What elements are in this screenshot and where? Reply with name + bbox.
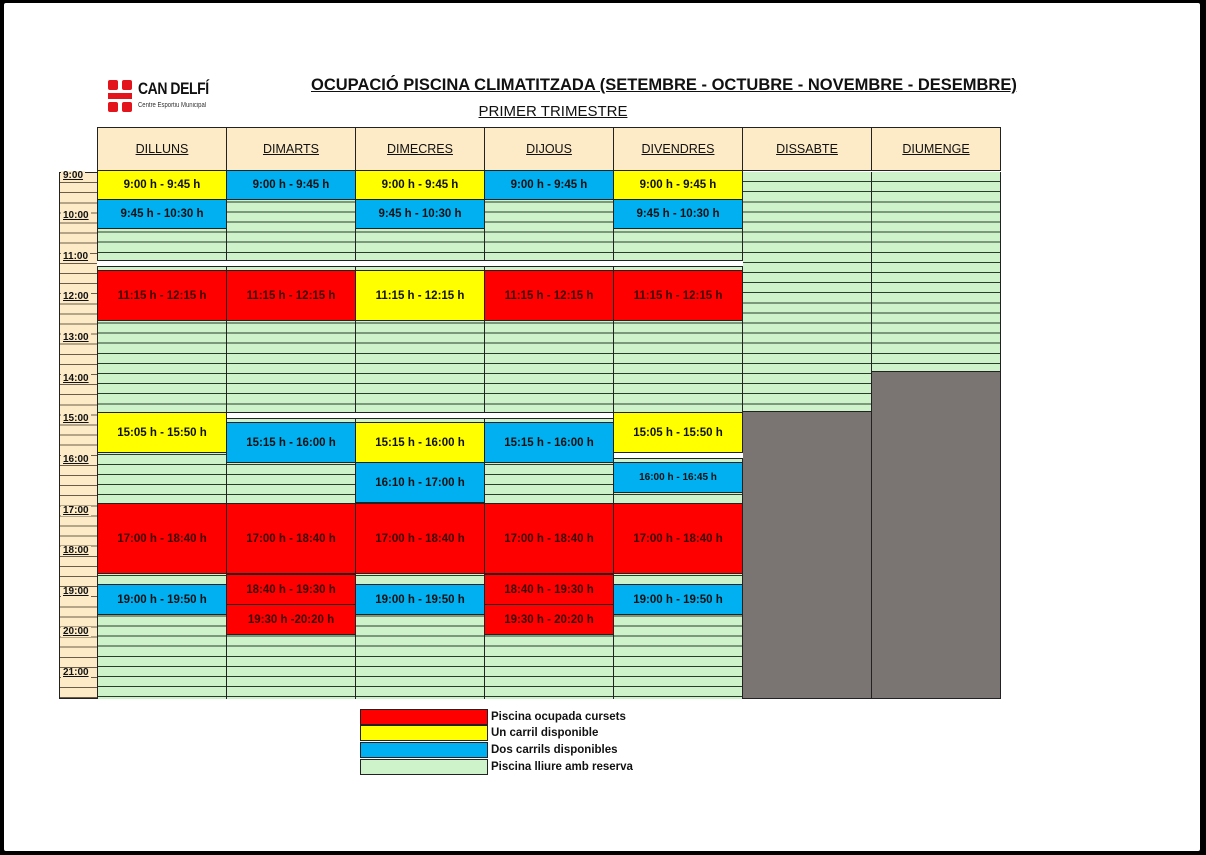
time-label: 13:00 <box>63 332 89 343</box>
slot-block: 19:00 h - 19:50 h <box>613 584 743 615</box>
day-header-dilluns: DILLUNS <box>97 127 227 171</box>
slot-block: 15:15 h - 16:00 h <box>355 422 485 463</box>
slot-block: 16:10 h - 17:00 h <box>355 462 485 503</box>
slot-block: 15:15 h - 16:00 h <box>226 422 356 463</box>
day-header-dimarts: DIMARTS <box>226 127 356 171</box>
legend-label: Piscina lliure amb reserva <box>491 761 633 773</box>
gap-row <box>355 412 485 419</box>
day-header-dijous: DIJOUS <box>484 127 614 171</box>
time-label: 16:00 <box>63 454 89 465</box>
slot-block: 19:00 h - 19:50 h <box>355 584 485 615</box>
time-label: 18:00 <box>63 545 89 556</box>
slot-block: 19:30 h -20:20 h <box>226 604 356 635</box>
time-label: 9:00 <box>63 170 84 181</box>
slot-block: 17:00 h - 18:40 h <box>484 503 614 574</box>
page-title: OCUPACIÓ PISCINA CLIMATITZADA (SETEMBRE - OCTUBRE - NOVEMBRE - DESEMBRE) <box>311 76 1017 94</box>
slot-block: 9:45 h - 10:30 h <box>355 199 485 229</box>
gap-row <box>613 452 743 459</box>
time-label: 17:00 <box>63 505 89 516</box>
slot-block: 19:00 h - 19:50 h <box>97 584 227 615</box>
time-label: 14:00 <box>63 373 89 384</box>
slot-block: 15:15 h - 16:00 h <box>484 422 614 463</box>
time-label: 11:00 <box>63 251 89 262</box>
day-column-dissabte <box>742 172 872 412</box>
logo-subtitle: Centre Esportiu Municipal <box>138 102 207 109</box>
slot-block: 11:15 h - 12:15 h <box>226 270 356 321</box>
legend-swatch-blue <box>360 742 488 758</box>
legend-swatch-yellow <box>360 725 488 741</box>
slot-block: 17:00 h - 18:40 h <box>613 503 743 574</box>
slot-block: 18:40 h - 19:30 h <box>484 574 614 605</box>
legend-label: Dos carrils disponibles <box>491 744 618 756</box>
slot-block: 9:00 h - 9:45 h <box>97 170 227 200</box>
schedule-sheet <box>4 3 1200 851</box>
closed-area <box>871 371 1001 699</box>
red-cross-logo-icon <box>106 78 134 114</box>
slot-block: 15:05 h - 15:50 h <box>97 412 227 453</box>
gap-row <box>484 412 614 419</box>
day-header-divendres: DIVENDRES <box>613 127 743 171</box>
legend-swatch-green <box>360 759 488 775</box>
time-label: 20:00 <box>63 626 89 637</box>
slot-block: 15:05 h - 15:50 h <box>613 412 743 453</box>
closed-area <box>742 411 872 699</box>
can-delfi-logo <box>106 76 209 118</box>
time-label: 15:00 <box>63 413 89 424</box>
slot-block: 9:45 h - 10:30 h <box>613 199 743 229</box>
gap-row <box>226 412 356 419</box>
slot-block: 9:00 h - 9:45 h <box>355 170 485 200</box>
page-subtitle: PRIMER TRIMESTRE <box>478 103 628 120</box>
day-header-dissabte: DISSABTE <box>742 127 872 171</box>
slot-block: 19:30 h - 20:20 h <box>484 604 614 635</box>
legend-label: Piscina ocupada cursets <box>491 711 626 723</box>
time-label: 10:00 <box>63 210 89 221</box>
day-header-diumenge: DIUMENGE <box>871 127 1001 171</box>
logo-name: CAN DELFÍ <box>138 79 209 98</box>
legend-swatch-red <box>360 709 488 725</box>
slot-block: 9:00 h - 9:45 h <box>484 170 614 200</box>
slot-block: 11:15 h - 12:15 h <box>484 270 614 321</box>
slot-block: 16:00 h - 16:45 h <box>613 462 743 493</box>
day-header-dimecres: DIMECRES <box>355 127 485 171</box>
slot-block: 11:15 h - 12:15 h <box>355 270 485 321</box>
time-label: 12:00 <box>63 291 89 302</box>
slot-block: 17:00 h - 18:40 h <box>226 503 356 574</box>
slot-block: 11:15 h - 12:15 h <box>97 270 227 321</box>
legend-label: Un carril disponible <box>491 727 599 739</box>
slot-block: 9:00 h - 9:45 h <box>226 170 356 200</box>
slot-block: 17:00 h - 18:40 h <box>97 503 227 574</box>
time-label: 19:00 <box>63 586 89 597</box>
time-label: 21:00 <box>63 667 89 678</box>
slot-block: 17:00 h - 18:40 h <box>355 503 485 574</box>
gap-row <box>97 260 743 267</box>
slot-block: 9:00 h - 9:45 h <box>613 170 743 200</box>
slot-block: 9:45 h - 10:30 h <box>97 199 227 229</box>
slot-block: 11:15 h - 12:15 h <box>613 270 743 321</box>
day-column-diumenge <box>871 172 1001 372</box>
slot-block: 18:40 h - 19:30 h <box>226 574 356 605</box>
